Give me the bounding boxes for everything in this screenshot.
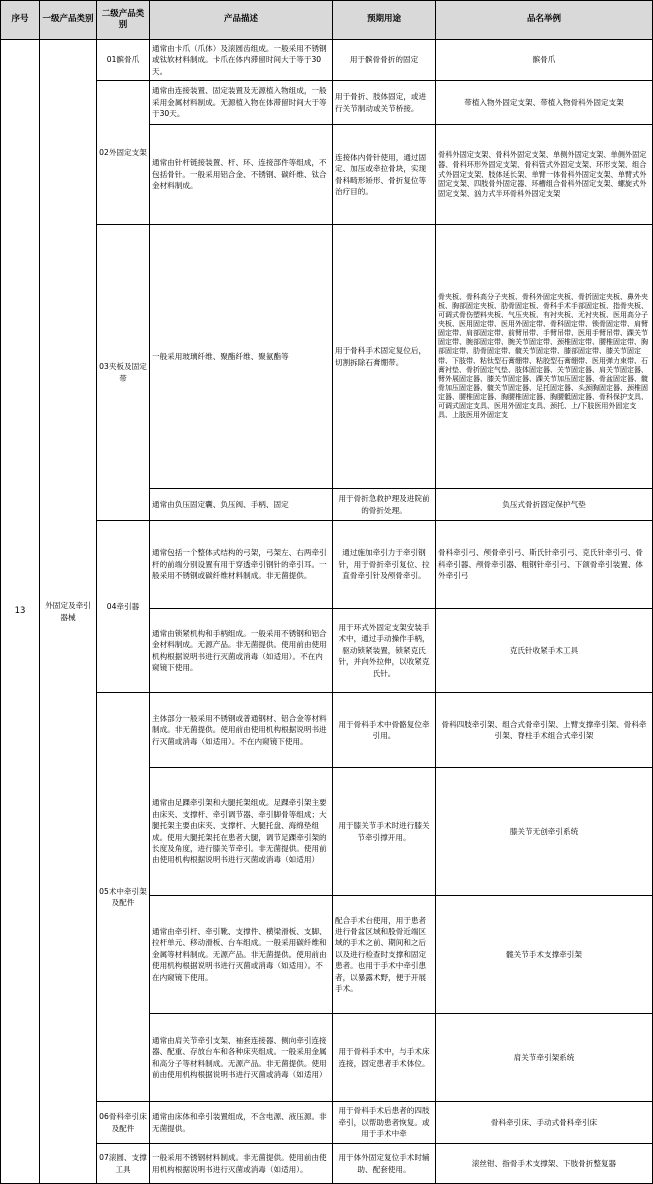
intended-use-cell: 连接体内骨针使用，通过固定、加压或牵拉骨块，实现骨科畸形矫形、骨折复位等治疗目的。 (333, 125, 436, 225)
examples-cell: 带植入物外固定支架、带植入物骨科外固定支架 (436, 81, 653, 125)
intended-use-cell: 用于环式外固定支架安装手术中，通过手动操作手柄，驱动锁紧装置，锁紧克氏针，并向外拉伸，以收紧克氏针。 (333, 609, 436, 693)
table-row (1, 40, 653, 81)
category2-cell: 06骨科牵引床及配件 (97, 1102, 150, 1144)
header-no: 序号 (1, 1, 40, 40)
category2-cell: 07滚圆、支撑工具 (97, 1144, 150, 1184)
description-cell: 一般采用不锈钢材料制成。非无菌提供。使用前由使用机构根据说明书进行灭菌或消毒（如适用）。 (150, 1144, 333, 1184)
description-cell: 通常由床体和牵引装置组成，不含电源、液压源。非无菌提供。 (150, 1102, 333, 1144)
examples-cell: 负压式骨折固定保护气垫 (436, 489, 653, 521)
intended-use-cell: 用于骨科手术中骨骼复位牵引用。 (333, 693, 436, 768)
table-row (1, 693, 653, 768)
table-row (1, 1144, 653, 1184)
intended-use-cell: 通过施加牵引力于牵引钢针，用于骨折牵引复位、拉直骨牵引针及颅骨牵引。 (333, 521, 436, 609)
intended-use-cell: 用于膝关节手术时进行膝关节牵引撑开用。 (333, 768, 436, 896)
description-cell: 通常由牵引杆、牵引靴、支撑件、横梁滑板、支脚、拉杆单元、移动滑板、台车组成。一般采用碳纤维和金属等材料制成。无源产品。非无菌提供。使用前由使用机构根据说明书进行灭菌或消毒（如适用）。不在内窥镜下使用。 (150, 896, 333, 1014)
intended-use-cell: 用于髌骨骨折的固定 (333, 40, 436, 81)
description-cell: 通常由负压固定囊、负压阀、手柄、固定 (150, 489, 333, 521)
category2-cell: 03夹板及固定带 (97, 225, 150, 521)
description-cell: 通常由卡爪（爪体）及滚圆齿组成。一般采用不锈钢或钛软材料制成。卡爪在体内滞留时间大于等于30天。 (150, 40, 333, 81)
intended-use-cell: 用于骨折、肢体固定，或进行关节制动或关节桥接。 (333, 81, 436, 125)
description-cell: 通常由肩关节牵引支架、袖套连接器、侧向牵引连接器、配重、存放台车和各种床夹组成。一般采用金属和高分子等材料制成。无源产品。非无菌提供。使用前由使用机构根据说明书进行灭菌或消毒（如适用） (150, 1014, 333, 1102)
examples-cell: 膝关节无创牵引系统 (436, 768, 653, 896)
header-intended-use: 预期用途 (333, 1, 436, 40)
category2-cell: 05术中牵引架及配件 (97, 693, 150, 1102)
intended-use-cell: 用于体外固定复位手术时辅助、配套使用。 (333, 1144, 436, 1184)
examples-cell: 骨科牵引床、手动式骨科牵引床 (436, 1102, 653, 1144)
intended-use-cell: 用于骨科手术中，与手术床连接，固定患者手术体位。 (333, 1014, 436, 1102)
examples-cell: 骨夹板、骨科高分子夹板、骨科外固定夹板、骨折固定夹板、鼻外夹板、胸部固定夹板、肋骨固定板、骨科手术手部固定板、指骨夹板、可调式骨伤塑料夹板、气压夹板、有衬夹板、无衬夹板、医用高分子夹板、医用固定带、医用外固定带、骨科固定带、锁骨固定带、肩臂固定带、肩部固定带、前臂吊带、手臂吊带、医用手臂吊带、踝关节固定带、腕部固定带、腕关节固定带、颈椎固定带、腰椎固定带、胸部固定带、肋骨固定带、髋关节固定带、膝部固定带、膝关节固定带、下肢带、粘钛型石膏绷带、粘胶型石膏绷带、医用弹力束带、石膏衬垫、骨折固定气垫、肢体固定器、关节固定器、肩关节固定器、臂外展固定器、膝关节固定器、踝关节加压固定器、骨盆固定器、髋骨加压固定器、髋关节固定器、足托固定器、头颈胸固定器、颈椎固定器、腰椎固定器、胸腰椎固定器、胸腰骶固定器、骨科保护支具、可调式固定支具、医用外固定支具、颈托、上/下肢医用外固定支具、上肢医用外固定支 (436, 225, 653, 489)
intended-use-cell: 用于骨科手术固定复位后，切割拆除石膏绷带。 (333, 225, 436, 489)
category2-cell: 02外固定支架 (97, 81, 150, 225)
table-row (1, 521, 653, 609)
category2-cell: 04牵引器 (97, 521, 150, 693)
header-row (1, 1, 653, 40)
examples-cell: 骨科四肢牵引架、组合式骨牵引架、上臂支撑牵引架、骨科牵引架、脊柱手术组合式牵引架 (436, 693, 653, 768)
examples-cell: 滚丝钳、指骨手术支撑架、下肢骨折整复器 (436, 1144, 653, 1184)
examples-cell: 髋关节手术支撑牵引架 (436, 896, 653, 1014)
description-cell: 通常由连接装置、固定装置及无源植入物组成，一般采用金属材料制成。无源植入物在体滞留时间大于等于30天。 (150, 81, 333, 125)
description-cell: 一般采用玻璃纤维、聚酯纤维、聚氨酯等 (150, 225, 333, 489)
header-description: 产品描述 (150, 1, 333, 40)
description-cell: 通常包括一个整体式结构的弓架，弓架左、右两牵引杆的前端分别设置有用于穿透牵引钢针的牵引耳。一般采用不锈钢或碳纤维材料制成。非无菌提供。 (150, 521, 333, 609)
examples-cell: 肩关节牵引架系统 (436, 1014, 653, 1102)
examples-cell: 髌骨爪 (436, 40, 653, 81)
table-row (1, 81, 653, 125)
header-category1: 一级产品类别 (40, 1, 97, 40)
table-row (1, 225, 653, 489)
header-examples: 品名举例 (436, 1, 653, 40)
description-cell: 主体部分一般采用不锈钢或普通钢材、铝合金等材料制成。非无菌提供。使用前由使用机构根据说明书进行灭菌或消毒（如适用）。不在内窥镜下使用。 (150, 693, 333, 768)
description-cell: 通常由锁紧机构和手柄组成。一般采用不锈钢和铝合金材料制成。无源产品。非无菌提供。使用前由使用机构根据说明书进行灭菌或消毒（如适用）。不在内窥镜下使用。 (150, 609, 333, 693)
row-number: 13 (1, 40, 40, 1184)
intended-use-cell: 用于骨折急救护理及进院前的骨折处理。 (333, 489, 436, 521)
intended-use-cell: 配合手术台使用，用于患者进行骨盆区域和股骨近端区域的手术之前、期间和之后以及进行检查时支撑和固定患者。也用于手术中牵引患者，以暴露术野，便于开展手术。 (333, 896, 436, 1014)
category2-cell: 01髌骨爪 (97, 40, 150, 81)
header-category2: 二级产品类别 (97, 1, 150, 40)
category1-name: 外固定及牵引器械 (40, 40, 97, 1184)
examples-cell: 骨科牵引弓、颅骨牵引弓、斯氏针牵引弓、克氏针牵引弓、骨科牵引器、颅骨牵引器、粗钢针牵引弓、下颌骨牵引装置、体外牵引弓 (436, 521, 653, 609)
table-row (1, 1102, 653, 1144)
intended-use-cell: 用于骨科手术后患者的四肢牵引，以帮助患者恢复。或用于手术中牵 (333, 1102, 436, 1144)
examples-cell: 克氏针收紧手术工具 (436, 609, 653, 693)
description-cell: 通常由足踝牵引架和大腿托架组成。足踝牵引架主要由床夹、支撑杆、牵引调节器、牵引脚骨等组成；大腿托架主要由床夹、支撑杆、大腿托盘、海绵垫组成。使用大腿托架托在患者大腿，调节足踝牵引架的长度及角度，进行膝关节牵引。非无菌提供。使用前由使用机构根据说明书进行灭菌或消毒（如适用） (150, 768, 333, 896)
description-cell: 通常由针杆链接装置、杆、环、连接部件等组成，不包括骨针。一般采用铝合金、不锈钢、碳纤维、钛合金材料制成。 (150, 125, 333, 225)
examples-cell: 骨科外固定支架、骨科外固定支架、单侧外固定支架、单侧外固定器、骨科环形外固定支架、骨科管式外固定支架、环形支架、组合式外固定支架、肢体延长架、单臂一体骨科外固定支架、单臂式外固定支架、四肢骨外固定器、环槽组合骨科外固定支架、螺旋式外固定支架、汹力式半环骨科外固定支架 (436, 125, 653, 225)
